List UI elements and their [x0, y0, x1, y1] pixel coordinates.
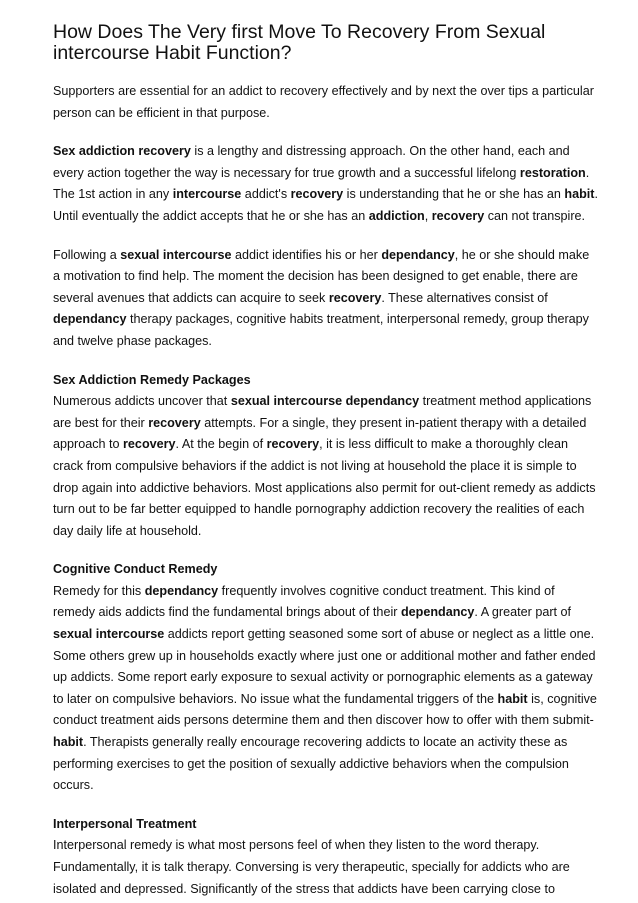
text-run: . These alternatives consist of	[381, 290, 548, 305]
text-run: treatment method applications are best for their	[53, 394, 592, 430]
bold-keyword: recovery	[266, 437, 320, 452]
text-run: addict's	[241, 187, 291, 202]
bold-keyword: dependancy	[144, 583, 219, 598]
text-run: frequently involves cognitive conduct treatment. This kind of remedy aids addicts find the fundamental brings about of their	[53, 583, 555, 620]
text-run: , it is less difficult to make a thoroughly clean crack from compulsive behaviors if the addict is not living at household the place it is simple to drop again into addictive behaviors. Most applications also permit for out-client remedy as addicts turn out to be far better equipped to handle pornography addiction recovery the realities of each day daily life at household.	[53, 437, 596, 538]
section-heading: Cognitive Conduct Remedy	[53, 562, 218, 577]
bold-keyword: habit	[497, 691, 528, 706]
text-run: Supporters are essential for an addict to recovery effectively and by next the over tips a particular person can be efficient in that purpose.	[53, 84, 594, 120]
bold-keyword: addiction	[368, 208, 425, 223]
bold-keyword: intercourse	[172, 187, 242, 202]
text-run: Interpersonal remedy is what most persons feel of when they listen to the word therapy. Fundamentally, it is talk therapy. Conversing is very therapeutic, specially for addicts who are isolated and depressed. Significantly of the stress that addicts have been carrying close to	[53, 838, 570, 896]
bold-keyword: sexual intercourse	[120, 247, 232, 262]
bold-keyword: Sex addiction recovery	[53, 144, 191, 159]
paragraph	[53, 245, 598, 353]
text-run: therapy packages, cognitive habits treatment, interpersonal remedy, group therapy and twelve phase packages.	[53, 312, 589, 348]
text-run: . The 1st action in any	[53, 165, 590, 202]
bold-keyword: recovery	[328, 290, 382, 305]
bold-keyword: habit	[53, 735, 84, 750]
paragraph	[53, 141, 598, 227]
section-body	[53, 581, 598, 797]
section	[53, 814, 598, 900]
section-body	[53, 391, 598, 542]
text-run: addict identifies his or her	[231, 247, 382, 262]
bold-keyword: habit	[564, 187, 595, 202]
bold-keyword: dependancy	[381, 247, 455, 262]
text-run: . Therapists generally really encourage recovering addicts to locate an activity these as performing exercises to get the position of sexually addictive behaviors when the compulsion occurs.	[53, 735, 569, 793]
text-run: Following a	[53, 247, 121, 262]
text-run: is understanding that he or she has an	[343, 187, 565, 202]
text-run: . Until eventually the addict accepts that he or she has an	[53, 187, 598, 223]
text-run: . At the begin of	[175, 437, 267, 452]
bold-keyword: recovery	[431, 208, 485, 223]
section-heading: Interpersonal Treatment	[53, 816, 197, 831]
section	[53, 559, 598, 797]
bold-keyword: restoration	[519, 165, 586, 180]
bold-keyword: dependancy	[400, 605, 475, 620]
bold-keyword: recovery	[148, 415, 201, 430]
section	[53, 370, 598, 543]
section-body	[53, 835, 598, 900]
document-title: How Does The Very first Move To Recovery From Sexual intercourse Habit Function?	[53, 21, 546, 64]
paragraph	[53, 81, 598, 124]
bold-keyword: sexual intercourse dependancy	[230, 394, 420, 409]
bold-keyword: sexual intercourse	[53, 627, 165, 642]
text-run: is a lengthy and distressing approach. On the other hand, each and every action together the way is necessary for true growth and a successful lifelong	[53, 144, 570, 180]
intro-paragraphs	[53, 81, 598, 353]
text-run: addicts report getting seasoned some sort of abuse or neglect as a little one. Some others grew up in households exactly where just one or additional mother and father ended up addicts. Some report early exposure to sexual activity or pornographic elements as a gateway to later on compulsive behaviors. No issue what the fundamental triggers of the	[53, 627, 596, 706]
text-run: Numerous addicts uncover that	[53, 394, 231, 409]
text-run: , he or she should make a motivation to find help. The moment the decision has been designed to get enable, there are several avenues that addicts can acquire to seek	[53, 247, 590, 305]
bold-keyword: dependancy	[53, 312, 127, 327]
text-run: attempts. For a single, they present in-patient therapy with a detailed approach to	[53, 415, 587, 452]
bold-keyword: recovery	[123, 437, 176, 452]
bold-keyword: recovery	[290, 187, 344, 202]
text-run: Remedy for this	[53, 583, 145, 598]
section-heading: Sex Addiction Remedy Packages	[53, 372, 251, 387]
text-run: ,	[424, 208, 432, 223]
text-run: . A greater part of	[474, 605, 572, 620]
text-run: can not transpire.	[484, 208, 586, 223]
text-run: is, cognitive conduct treatment aids persons determine them and then discover how to offer with them submit-	[53, 691, 597, 728]
